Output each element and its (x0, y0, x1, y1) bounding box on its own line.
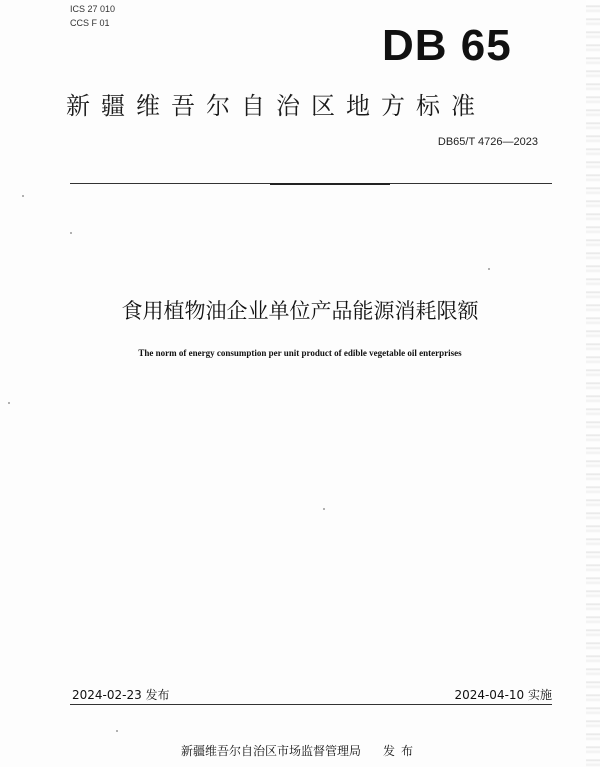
scan-speck (323, 508, 325, 510)
header-divider-accent (270, 183, 390, 185)
scan-speck (70, 232, 72, 234)
scan-speck (22, 195, 24, 197)
publisher-line (0, 742, 600, 759)
implementation-date: 2024-04-10 实施 (454, 688, 552, 702)
scan-edge-artifact (586, 0, 600, 767)
document-title-chinese: 食用植物油企业单位产品能源消耗限额 (121, 299, 479, 323)
standard-number: DB65/T 4726—2023 (437, 136, 538, 148)
scan-speck (116, 730, 118, 732)
document-title-english: The norm of energy consumption per unit product of edible vegetable oil enterprises (138, 348, 462, 358)
classification-codes (70, 2, 115, 30)
scan-speck (8, 402, 10, 404)
standard-type-heading: 新疆维吾尔自治区地方标准 (66, 92, 486, 120)
publish-action: 发布 (383, 744, 420, 758)
scan-speck (488, 268, 490, 270)
ics-code: ICS 27 010 (70, 4, 116, 14)
footer-divider (70, 704, 552, 705)
publisher-name: 新疆维吾尔自治区市场监督管理局 (180, 744, 361, 758)
ccs-code: CCS F 01 (70, 18, 110, 28)
db65-logo: DB 65 (382, 21, 512, 70)
issue-date: 2024-02-23 发布 (72, 688, 170, 702)
